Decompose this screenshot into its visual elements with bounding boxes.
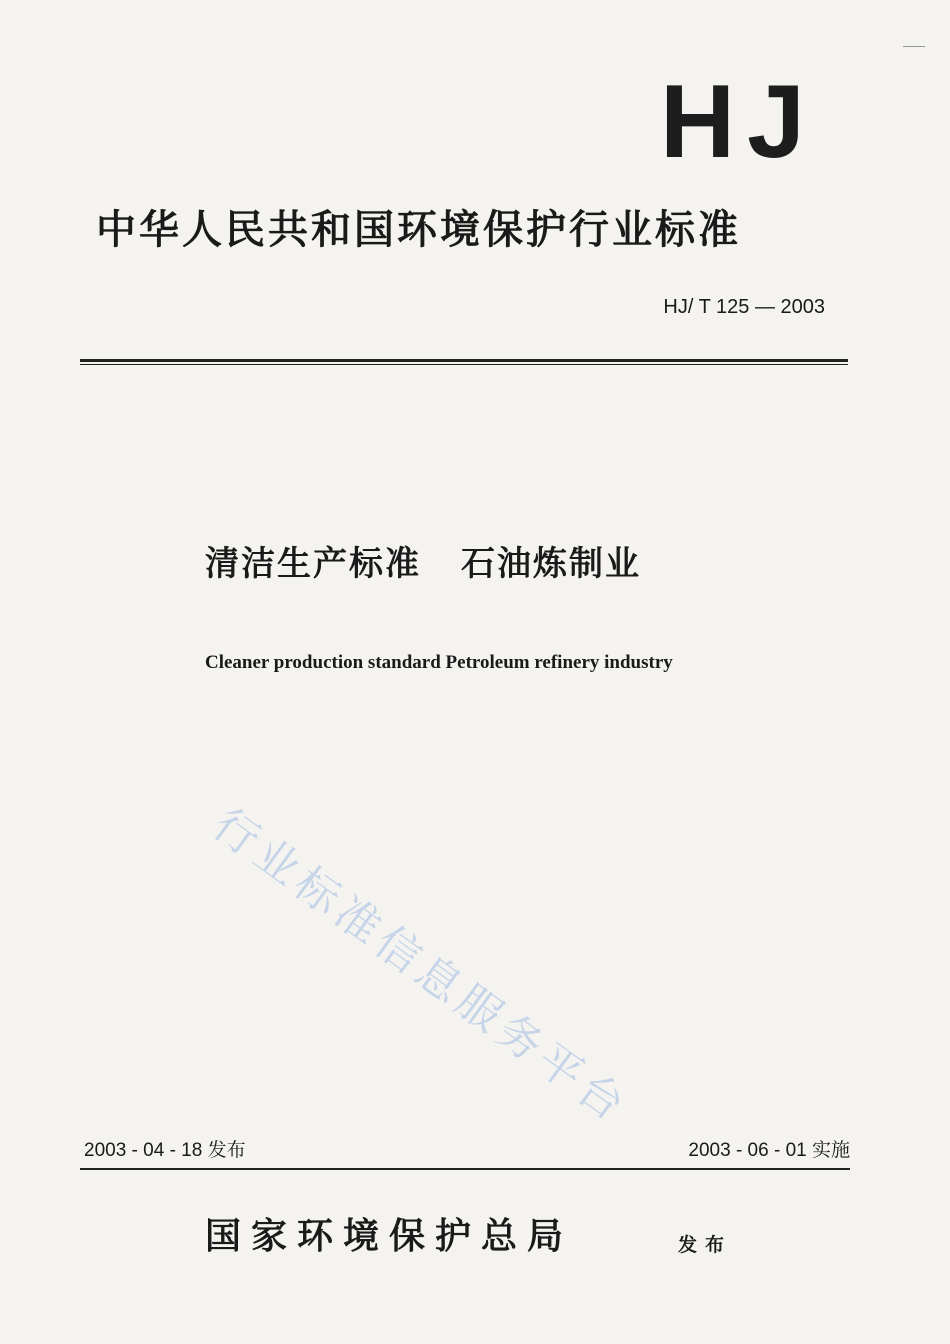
implementation-date: 2003 - 06 - 01 实施	[688, 1140, 850, 1161]
hj-logo: HJ	[660, 64, 817, 180]
org-title: 中华人民共和国环境保护行业标准	[96, 207, 741, 253]
standard-code: HJ/ T 125 — 2003	[663, 296, 825, 318]
zh-title	[205, 542, 765, 586]
watermark: 行业标准信息服务平台	[203, 798, 639, 1135]
corner-mark	[903, 46, 925, 47]
en-title: Cleaner production standard Petroleum refinery industry	[205, 652, 673, 673]
issuer: 国家环境保护总局	[205, 1215, 574, 1257]
bottom-divider	[80, 1168, 850, 1170]
issuer-suffix: 发布	[678, 1234, 733, 1256]
zh-title-part2: 石油炼制业	[461, 544, 641, 584]
zh-title-part1: 清洁生产标准	[205, 544, 421, 584]
top-divider	[80, 359, 848, 365]
issue-date: 2003 - 04 - 18 发布	[84, 1140, 246, 1161]
